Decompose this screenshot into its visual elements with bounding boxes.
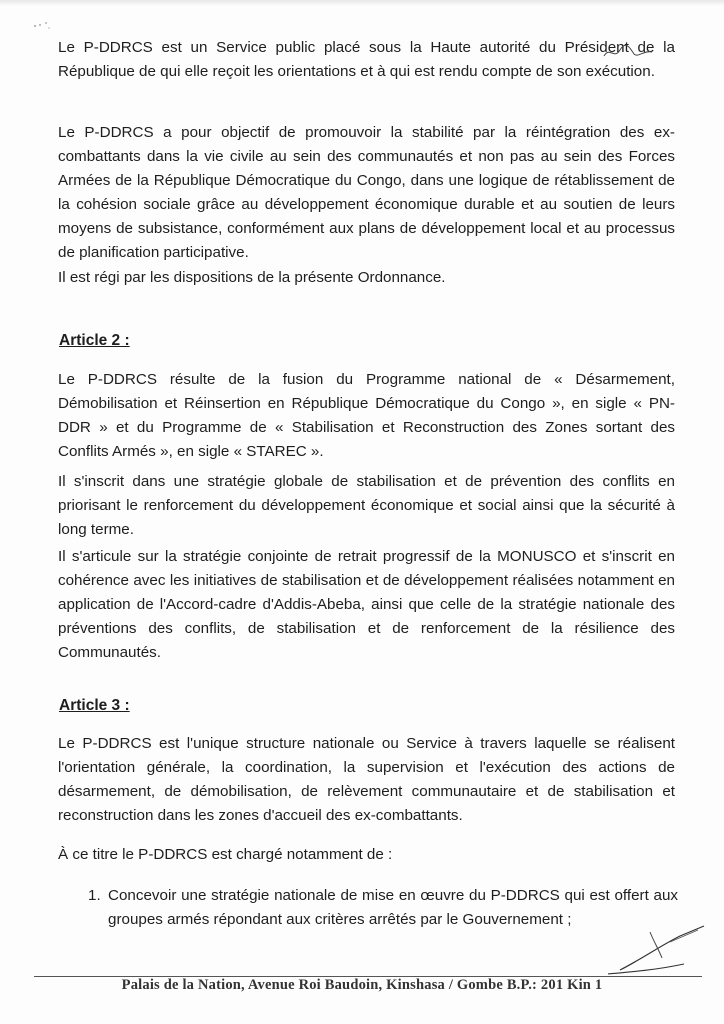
list-item-text: Concevoir une stratégie nationale de mise en œuvre du P-DDRCS qui est offert aux groupes armés répondant aux critères arrêtés par le Gouvernement ; <box>108 887 678 928</box>
list-item <box>88 884 678 932</box>
article-3-heading: Article 3 : <box>59 697 130 714</box>
article-3-paragraph-2: À ce titre le P-DDRCS est chargé notamment de : <box>58 846 393 863</box>
intro-paragraph-1: Le P-DDRCS est un Service public placé sous la Haute autorité du Président de la République de qui elle reçoit les orientations et à qui est rendu compte de son exécution. <box>58 39 675 80</box>
signature-mark <box>600 918 712 978</box>
article-2-paragraph-3: Il s'articule sur la stratégie conjointe de retrait progressif de la MONUSCO et s'inscrit en cohérence avec les initiatives de stabilisation et de développement réalisées notamment en application de l'Accord-cadre d'Addis-Abeba, ainsi que celle de la stratégie nationale des préventions des conflits, de stabilisation et de renforcement de la résilience des Communautés. <box>58 548 675 661</box>
intro-paragraph-3: Il est régi par les dispositions de la présente Ordonnance. <box>58 269 446 286</box>
list-item-number: 1. <box>88 887 101 904</box>
scan-top-edge <box>0 0 724 6</box>
scan-specks <box>32 20 52 30</box>
article-2-paragraph-2: Il s'inscrit dans une stratégie globale de stabilisation et de prévention des conflits en priorisant le renforcement du développement économique et social ainsi que la sécurité à long terme. <box>58 473 675 538</box>
article-3-paragraph-1: Le P-DDRCS est l'unique structure nationale ou Service à travers laquelle se réalisent l'orientation générale, la coordination, la supervision et l'exécution des actions de désarmement, de démobilisation, de relèvement communautaire et de stabilisation et reconstruction dans les zones d'accueil des ex-combattants. <box>58 735 675 824</box>
article-2-heading: Article 2 : <box>59 332 130 349</box>
intro-paragraph-2: Le P-DDRCS a pour objectif de promouvoir la stabilité par la réintégration des ex-combattants dans la vie civile au sein des communautés et non pas au sein des Forces Armées de la République Démocratique du Congo, dans une logique de rétablissement de la cohésion sociale grâce au développement économique durable et au soutien de leurs moyens de subsistance, conformément aux plans de développement local et au processus de planification participative. <box>58 124 675 261</box>
footer-address: Palais de la Nation, Avenue Roi Baudoin, Kinshasa / Gombe B.P.: 201 Kin 1 <box>121 977 603 993</box>
article-2-paragraph-1: Le P-DDRCS résulte de la fusion du Programme national de « Désarmement, Démobilisation et Réinsertion en République Démocratique du Congo », en sigle « PN-DDR » et du Programme de « Stabilisation et Reconstruction des Zones sortant des Conflits Armés », en sigle « STAREC ». <box>58 371 675 460</box>
handwritten-initial-mark <box>600 40 660 62</box>
